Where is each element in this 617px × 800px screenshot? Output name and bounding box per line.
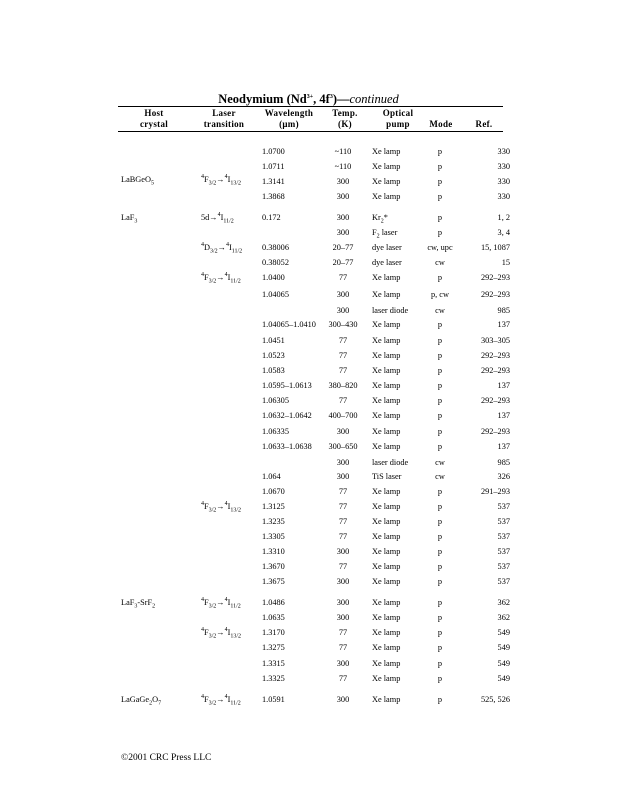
wavelength-cell: 1.0591	[262, 695, 285, 704]
wavelength-cell: 1.0583	[262, 366, 285, 375]
optical-pump-cell: Xe lamp	[372, 381, 401, 390]
mode-cell: p	[437, 396, 443, 405]
mode-cell: p	[437, 427, 443, 436]
mode-cell: cw, upc	[427, 243, 453, 252]
temperature-cell: 300	[336, 472, 350, 481]
mode-cell: p	[437, 192, 443, 201]
optical-pump-cell: Xe lamp	[372, 674, 401, 683]
laser-transition: $^4F_{3/2}\to^4I_{11/2}$	[201, 272, 241, 285]
wavelength-cell: 1.06305	[262, 396, 289, 405]
wavelength-cell: 1.3125	[262, 502, 285, 511]
mode-cell: p	[437, 659, 443, 668]
mode-cell: p	[437, 336, 443, 345]
host-crystal-lagage2o7: $LaGaGe_2O_7$	[121, 695, 162, 707]
wavelength-cell: 1.0635	[262, 613, 285, 622]
wavelength-cell: 1.3325	[262, 674, 285, 683]
optical-pump-cell: TiS laser	[372, 472, 402, 481]
wavelength-cell: 1.0595–1.0613	[262, 381, 312, 390]
wavelength-cell: 1.3275	[262, 643, 285, 652]
mode-cell: cw	[435, 306, 445, 315]
optical-pump-cell: Xe lamp	[372, 547, 401, 556]
mode-cell: p	[437, 502, 443, 511]
reference-cell: 330	[497, 147, 510, 156]
wavelength-cell: 1.04065	[262, 290, 289, 299]
laser-transition: $5d\to^4I_{11/2}$	[201, 212, 234, 225]
mode-cell: p	[437, 213, 443, 222]
optical-pump-cell: Xe lamp	[372, 628, 401, 637]
optical-pump-cell: Xe lamp	[372, 487, 401, 496]
temperature-cell: 300	[336, 577, 350, 586]
temperature-cell: 77	[338, 487, 348, 496]
optical-pump-cell: Xe lamp	[372, 366, 401, 375]
copyright-footer: ©2001 CRC Press LLC	[121, 753, 212, 763]
header-top-rule	[118, 106, 503, 107]
reference-cell: 549	[497, 674, 510, 683]
temperature-cell: 300	[336, 290, 350, 299]
mode-cell: p	[437, 147, 443, 156]
reference-cell: 326	[497, 472, 510, 481]
temperature-cell: 77	[338, 628, 348, 637]
temperature-cell: 300	[336, 613, 350, 622]
reference-cell: 537	[497, 532, 510, 541]
optical-pump-cell: Xe lamp	[372, 273, 401, 282]
temperature-cell: 300–650	[328, 442, 358, 451]
mode-cell: p	[437, 273, 443, 282]
wavelength-cell: 1.0633–1.0638	[262, 442, 312, 451]
header-wavelength: Wavelength (μm)	[264, 108, 314, 129]
optical-pump-cell: laser diode	[372, 306, 409, 315]
mode-cell: p	[437, 442, 443, 451]
host-crystal-laf3-srf2: LaF$_3$-SrF$_2$	[121, 598, 156, 610]
wavelength-cell: 1.0700	[262, 147, 285, 156]
wavelength-cell: 1.0523	[262, 351, 285, 360]
mode-cell: p	[437, 320, 443, 329]
reference-cell: 537	[497, 547, 510, 556]
wavelength-cell: 1.0670	[262, 487, 285, 496]
temperature-cell: 77	[338, 643, 348, 652]
temperature-cell: 300	[336, 192, 350, 201]
reference-cell: 137	[497, 442, 510, 451]
optical-pump-cell: Xe lamp	[372, 442, 401, 451]
laser-transition: $^4F_{3/2}\to^4I_{13/2}$	[201, 501, 242, 514]
header-host: Host crystal	[139, 108, 169, 129]
mode-cell: p, cw	[431, 290, 449, 299]
optical-pump-cell: $Kr_2*$	[372, 213, 388, 225]
temperature-cell: 77	[338, 532, 348, 541]
wavelength-cell: 1.3170	[262, 628, 285, 637]
temperature-cell: ~110	[334, 147, 352, 156]
header-temp: Temp. (K)	[332, 108, 358, 129]
wavelength-cell: 1.3315	[262, 659, 285, 668]
mode-cell: p	[437, 695, 443, 704]
reference-cell: 292–293	[480, 351, 510, 360]
mode-cell: p	[437, 177, 443, 186]
reference-cell: 330	[497, 177, 510, 186]
reference-cell: 549	[497, 659, 510, 668]
wavelength-cell: 1.3141	[262, 177, 285, 186]
optical-pump-cell: dye laser	[372, 258, 402, 267]
temperature-cell: 20–77	[332, 258, 354, 267]
reference-cell: 537	[497, 502, 510, 511]
wavelength-cell: 0.172	[262, 213, 281, 222]
optical-pump-cell: Xe lamp	[372, 411, 401, 420]
temperature-cell: 300	[336, 306, 350, 315]
reference-cell: 330	[497, 192, 510, 201]
reference-cell: 291–293	[480, 487, 510, 496]
mode-cell: p	[437, 643, 443, 652]
mode-cell: p	[437, 411, 443, 420]
temperature-cell: 77	[338, 336, 348, 345]
wavelength-cell: 1.0400	[262, 273, 285, 282]
wavelength-cell: 1.0632–1.0642	[262, 411, 312, 420]
host-crystal-laf3: LaF$_3$	[121, 213, 138, 225]
mode-cell: p	[437, 366, 443, 375]
reference-cell: 985	[497, 306, 510, 315]
reference-cell: 15	[501, 258, 510, 267]
temperature-cell: 77	[338, 366, 348, 375]
optical-pump-cell: Xe lamp	[372, 396, 401, 405]
reference-cell: 3, 4	[497, 228, 510, 237]
reference-cell: 292–293	[480, 396, 510, 405]
optical-pump-cell: Xe lamp	[372, 351, 401, 360]
mode-cell: p	[437, 628, 443, 637]
optical-pump-cell: Xe lamp	[372, 659, 401, 668]
header-pump: Optical pump	[382, 108, 414, 129]
mode-cell: p	[437, 517, 443, 526]
mode-cell: p	[437, 674, 443, 683]
temperature-cell: 300–430	[328, 320, 358, 329]
wavelength-cell: 1.0711	[262, 162, 285, 171]
laser-transition: $^4F_{3/2}\to^4I_{11/2}$	[201, 694, 241, 707]
reference-cell: 292–293	[480, 273, 510, 282]
mode-cell: cw	[435, 458, 445, 467]
temperature-cell: 300	[336, 177, 350, 186]
temperature-cell: 20–77	[332, 243, 354, 252]
wavelength-cell: 0.38052	[262, 258, 289, 267]
laser-transition: $^4D_{3/2}\to^4I_{11/2}$	[201, 242, 243, 255]
wavelength-cell: 1.064	[262, 472, 281, 481]
reference-cell: 362	[497, 598, 510, 607]
wavelength-cell: 1.0486	[262, 598, 285, 607]
optical-pump-cell: Xe lamp	[372, 613, 401, 622]
optical-pump-cell: Xe lamp	[372, 192, 401, 201]
reference-cell: 537	[497, 577, 510, 586]
optical-pump-cell: laser diode	[372, 458, 409, 467]
temperature-cell: 77	[338, 562, 348, 571]
header-ref: Ref.	[475, 119, 493, 129]
temperature-cell: 300	[336, 659, 350, 668]
temperature-cell: 77	[338, 273, 348, 282]
page-title: Neodymium ($Nd^{3+}$, $4f^3)—continued$	[218, 92, 399, 106]
optical-pump-cell: Xe lamp	[372, 336, 401, 345]
reference-cell: 525, 526	[480, 695, 510, 704]
mode-cell: p	[437, 381, 443, 390]
mode-cell: cw	[435, 258, 445, 267]
mode-cell: p	[437, 613, 443, 622]
reference-cell: 137	[497, 381, 510, 390]
header-mode: Mode	[429, 119, 453, 129]
mode-cell: p	[437, 547, 443, 556]
wavelength-cell: 0.38006	[262, 243, 289, 252]
laser-transition: $^4F_{3/2}\to^4I_{11/2}$	[201, 597, 241, 610]
reference-cell: 303–305	[480, 336, 510, 345]
mode-cell: p	[437, 228, 443, 237]
temperature-cell: 77	[338, 351, 348, 360]
optical-pump-cell: dye laser	[372, 243, 402, 252]
temperature-cell: 77	[338, 396, 348, 405]
wavelength-cell: 1.3305	[262, 532, 285, 541]
reference-cell: 549	[497, 643, 510, 652]
reference-cell: 292–293	[480, 366, 510, 375]
reference-cell: 537	[497, 562, 510, 571]
reference-cell: 137	[497, 320, 510, 329]
mode-cell: cw	[435, 472, 445, 481]
reference-cell: 1, 2	[497, 213, 510, 222]
optical-pump-cell: Xe lamp	[372, 427, 401, 436]
temperature-cell: 300	[336, 228, 350, 237]
mode-cell: p	[437, 577, 443, 586]
reference-cell: 362	[497, 613, 510, 622]
reference-cell: 292–293	[480, 290, 510, 299]
reference-cell: 537	[497, 517, 510, 526]
mode-cell: p	[437, 351, 443, 360]
optical-pump-cell: Xe lamp	[372, 695, 401, 704]
reference-cell: 330	[497, 162, 510, 171]
optical-pump-cell: Xe lamp	[372, 643, 401, 652]
optical-pump-cell: Xe lamp	[372, 517, 401, 526]
mode-cell: p	[437, 598, 443, 607]
mode-cell: p	[437, 162, 443, 171]
optical-pump-cell: Xe lamp	[372, 562, 401, 571]
wavelength-cell: 1.0451	[262, 336, 285, 345]
header-transition: Laser transition	[203, 108, 245, 129]
optical-pump-cell: Xe lamp	[372, 162, 401, 171]
optical-pump-cell: Xe lamp	[372, 290, 401, 299]
temperature-cell: 77	[338, 502, 348, 511]
optical-pump-cell: Xe lamp	[372, 320, 401, 329]
laser-transition: $^4F_{3/2}\to^4I_{13/2}$	[201, 627, 242, 640]
temperature-cell: 300	[336, 598, 350, 607]
temperature-cell: 300	[336, 213, 350, 222]
wavelength-cell: 1.3675	[262, 577, 285, 586]
optical-pump-cell: Xe lamp	[372, 177, 401, 186]
temperature-cell: 400–700	[328, 411, 358, 420]
temperature-cell: 77	[338, 674, 348, 683]
optical-pump-cell: Xe lamp	[372, 598, 401, 607]
wavelength-cell: 1.06335	[262, 427, 289, 436]
mode-cell: p	[437, 532, 443, 541]
reference-cell: 549	[497, 628, 510, 637]
mode-cell: p	[437, 562, 443, 571]
wavelength-cell: 1.3868	[262, 192, 285, 201]
header-bottom-rule	[118, 131, 503, 132]
optical-pump-cell: Xe lamp	[372, 577, 401, 586]
wavelength-cell: 1.04065–1.0410	[262, 320, 316, 329]
temperature-cell: 300	[336, 547, 350, 556]
temperature-cell: 300	[336, 695, 350, 704]
host-crystal-labgeo5: LaBGeO$_5$	[121, 175, 154, 187]
temperature-cell: ~110	[334, 162, 352, 171]
wavelength-cell: 1.3310	[262, 547, 285, 556]
laser-transition: $^4F_{3/2}\to^4I_{13/2}$	[201, 174, 242, 187]
reference-cell: 137	[497, 411, 510, 420]
temperature-cell: 300	[336, 427, 350, 436]
reference-cell: 292–293	[480, 427, 510, 436]
wavelength-cell: 1.3235	[262, 517, 285, 526]
temperature-cell: 300	[336, 458, 350, 467]
optical-pump-cell: Xe lamp	[372, 147, 401, 156]
reference-cell: 985	[497, 458, 510, 467]
optical-pump-cell: $F_2$ laser	[372, 228, 398, 240]
optical-pump-cell: Xe lamp	[372, 532, 401, 541]
temperature-cell: 77	[338, 517, 348, 526]
optical-pump-cell: Xe lamp	[372, 502, 401, 511]
mode-cell: p	[437, 487, 443, 496]
wavelength-cell: 1.3670	[262, 562, 285, 571]
temperature-cell: 380–820	[328, 381, 358, 390]
reference-cell: 15, 1087	[480, 243, 510, 252]
